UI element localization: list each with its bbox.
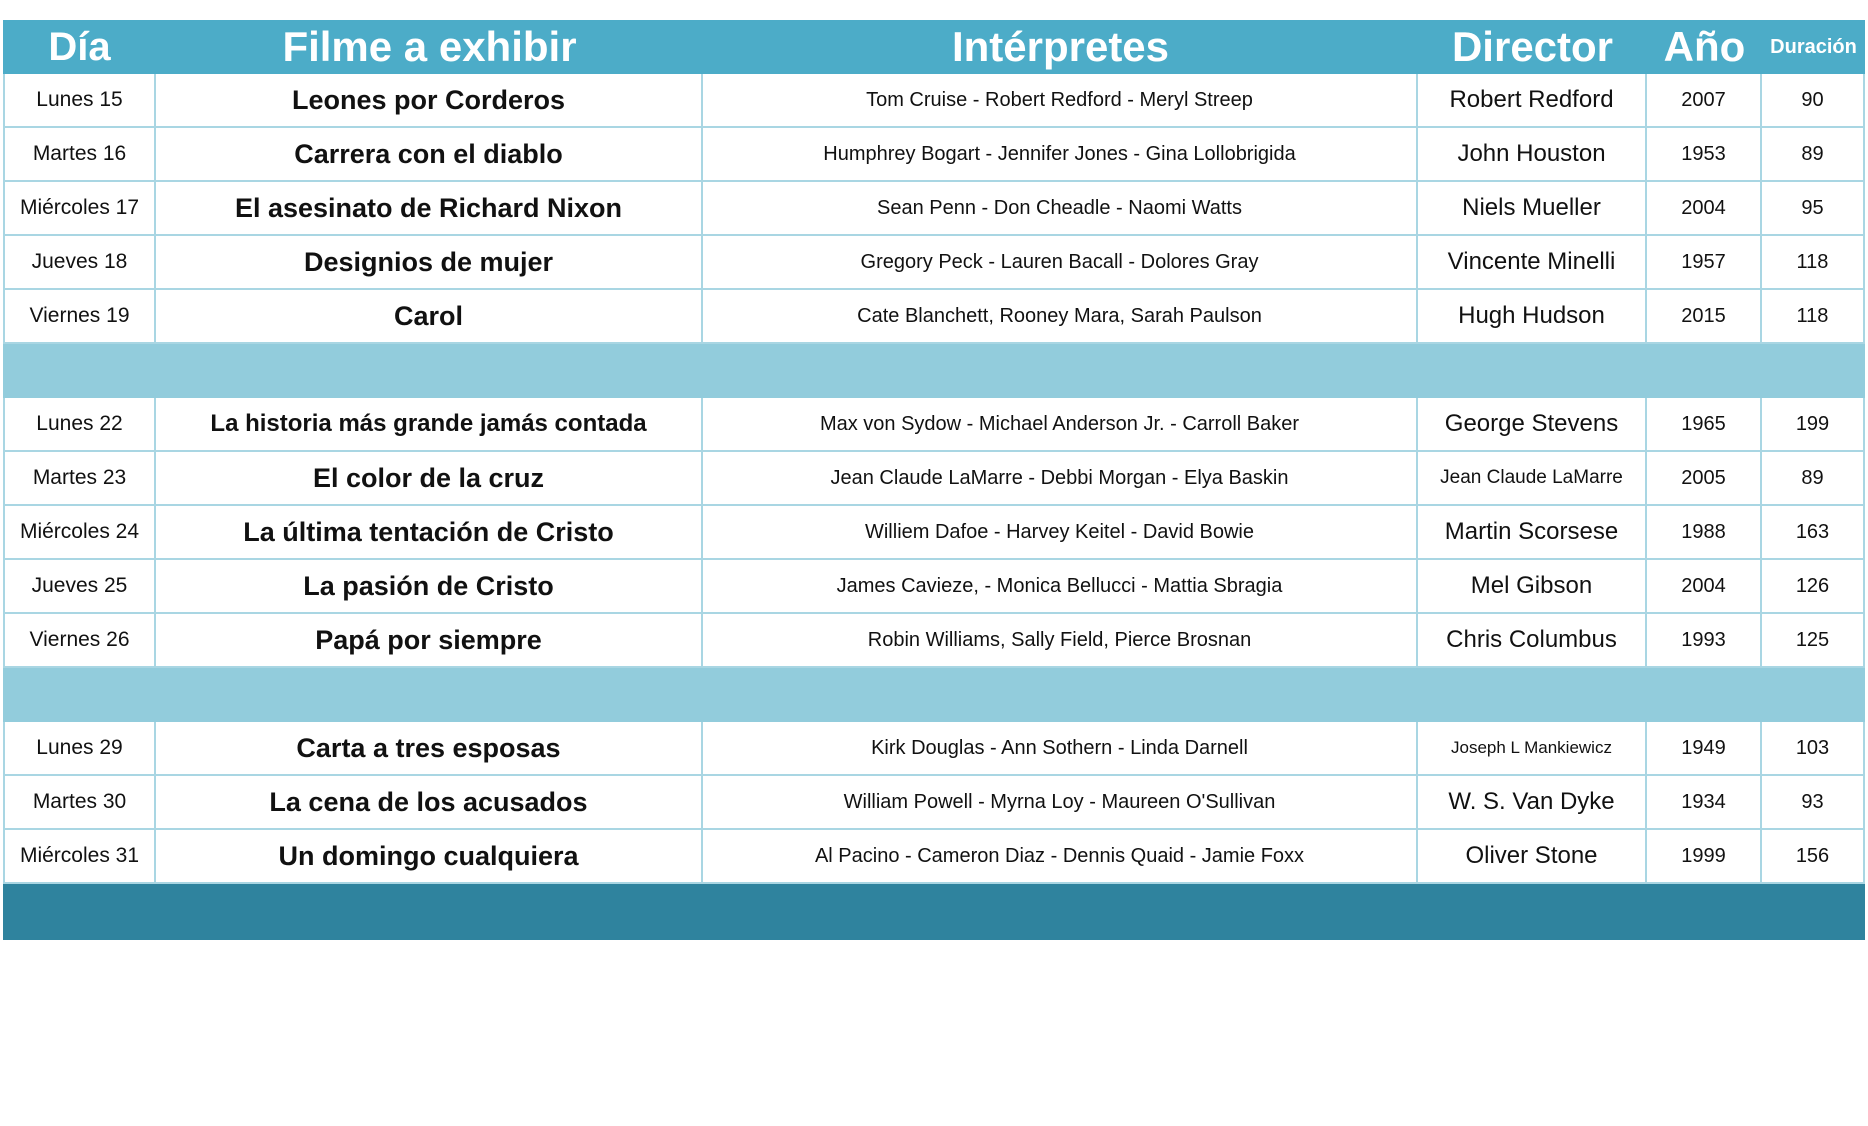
cell-director: W. S. Van Dyke (1418, 776, 1647, 830)
cell-duracion: 118 (1762, 290, 1865, 344)
cell-director: Oliver Stone (1418, 830, 1647, 884)
cell-ano: 1999 (1647, 830, 1762, 884)
cell-filme: Designios de mujer (156, 236, 703, 290)
cell-ano: 2004 (1647, 182, 1762, 236)
cell-duracion: 90 (1762, 74, 1865, 128)
cell-ano: 2007 (1647, 74, 1762, 128)
cell-ano: 2015 (1647, 290, 1762, 344)
cell-interpretes: Al Pacino - Cameron Diaz - Dennis Quaid - Jamie Foxx (703, 830, 1418, 884)
cell-interpretes: Williem Dafoe - Harvey Keitel - David Bowie (703, 506, 1418, 560)
cell-interpretes: Sean Penn - Don Cheadle - Naomi Watts (703, 182, 1418, 236)
header-ano: Año (1663, 23, 1746, 70)
cell-duracion: 163 (1762, 506, 1865, 560)
cell-filme: Carta a tres esposas (156, 722, 703, 776)
header-filme: Filme a exhibir (282, 23, 577, 70)
cell-duracion: 118 (1762, 236, 1865, 290)
cell-dia: Miércoles 24 (3, 506, 156, 560)
table-row (3, 830, 1865, 884)
header-duracion: Duración (1770, 35, 1857, 58)
cell-filme: Un domingo cualquiera (156, 830, 703, 884)
table-row (3, 182, 1865, 236)
cell-duracion: 89 (1762, 128, 1865, 182)
cell-duracion: 93 (1762, 776, 1865, 830)
cell-duracion: 125 (1762, 614, 1865, 668)
cell-duracion: 103 (1762, 722, 1865, 776)
table-row (3, 74, 1865, 128)
cell-dia: Lunes 29 (3, 722, 156, 776)
cell-dia: Jueves 18 (3, 236, 156, 290)
cell-director: George Stevens (1418, 398, 1647, 452)
cell-director: Hugh Hudson (1418, 290, 1647, 344)
cell-ano: 1949 (1647, 722, 1762, 776)
week-separator (3, 668, 1865, 722)
cell-filme: Papá por siempre (156, 614, 703, 668)
cell-filme: La última tentación de Cristo (156, 506, 703, 560)
cell-filme: Carol (156, 290, 703, 344)
cell-dia: Martes 16 (3, 128, 156, 182)
cell-filme: El asesinato de Richard Nixon (156, 182, 703, 236)
cell-director: Mel Gibson (1418, 560, 1647, 614)
table-row (3, 128, 1865, 182)
cell-interpretes: Tom Cruise - Robert Redford - Meryl Streep (703, 74, 1418, 128)
table-row (3, 722, 1865, 776)
cell-director: Vincente Minelli (1418, 236, 1647, 290)
cell-dia: Viernes 26 (3, 614, 156, 668)
table-footer-bar (3, 884, 1865, 940)
cell-filme: La cena de los acusados (156, 776, 703, 830)
table-row (3, 290, 1865, 344)
table-row (3, 560, 1865, 614)
cell-interpretes: Kirk Douglas - Ann Sothern - Linda Darnell (703, 722, 1418, 776)
cell-duracion: 199 (1762, 398, 1865, 452)
cell-interpretes: Humphrey Bogart - Jennifer Jones - Gina Lollobrigida (703, 128, 1418, 182)
cell-ano: 2005 (1647, 452, 1762, 506)
table-row (3, 506, 1865, 560)
cell-ano: 1953 (1647, 128, 1762, 182)
schedule-table (3, 20, 1865, 940)
cell-director: Jean Claude LaMarre (1418, 452, 1647, 506)
cell-duracion: 126 (1762, 560, 1865, 614)
cell-interpretes: Gregory Peck - Lauren Bacall - Dolores Gray (703, 236, 1418, 290)
cell-director: Robert Redford (1418, 74, 1647, 128)
cell-dia: Martes 30 (3, 776, 156, 830)
cell-ano: 1988 (1647, 506, 1762, 560)
header-director: Director (1451, 23, 1614, 70)
cell-interpretes: William Powell - Myrna Loy - Maureen O'Sullivan (703, 776, 1418, 830)
header-interpretes: Intérpretes (951, 23, 1170, 70)
cell-interpretes: Jean Claude LaMarre - Debbi Morgan - Elya Baskin (703, 452, 1418, 506)
cell-interpretes: Robin Williams, Sally Field, Pierce Brosnan (703, 614, 1418, 668)
cell-dia: Viernes 19 (3, 290, 156, 344)
cell-filme: La pasión de Cristo (156, 560, 703, 614)
cell-dia: Lunes 15 (3, 74, 156, 128)
header-dia: Día (48, 24, 111, 69)
cell-filme: Carrera con el diablo (156, 128, 703, 182)
cell-duracion: 95 (1762, 182, 1865, 236)
cell-ano: 1957 (1647, 236, 1762, 290)
cell-interpretes: Cate Blanchett, Rooney Mara, Sarah Paulson (703, 290, 1418, 344)
cell-dia: Jueves 25 (3, 560, 156, 614)
table-row (3, 452, 1865, 506)
week-separator (3, 344, 1865, 398)
cell-director: Chris Columbus (1418, 614, 1647, 668)
cell-filme: Leones por Corderos (156, 74, 703, 128)
cell-ano: 1934 (1647, 776, 1762, 830)
cell-ano: 1965 (1647, 398, 1762, 452)
cell-ano: 2004 (1647, 560, 1762, 614)
cell-interpretes: James Cavieze, - Monica Bellucci - Mattia Sbragia (703, 560, 1418, 614)
cell-ano: 1993 (1647, 614, 1762, 668)
cell-director: Niels Mueller (1418, 182, 1647, 236)
cell-dia: Miércoles 31 (3, 830, 156, 884)
table-row (3, 776, 1865, 830)
cell-director: Martin Scorsese (1418, 506, 1647, 560)
cell-duracion: 156 (1762, 830, 1865, 884)
table-row (3, 398, 1865, 452)
table-row (3, 614, 1865, 668)
cell-director: Joseph L Mankiewicz (1418, 722, 1647, 776)
table-row (3, 236, 1865, 290)
cell-dia: Martes 23 (3, 452, 156, 506)
cell-filme: La historia más grande jamás contada (156, 398, 703, 452)
cell-dia: Miércoles 17 (3, 182, 156, 236)
cell-dia: Lunes 22 (3, 398, 156, 452)
cell-interpretes: Max von Sydow - Michael Anderson Jr. - Carroll Baker (703, 398, 1418, 452)
cell-duracion: 89 (1762, 452, 1865, 506)
table-header (3, 20, 1865, 74)
cell-filme: El color de la cruz (156, 452, 703, 506)
cell-director: John Houston (1418, 128, 1647, 182)
